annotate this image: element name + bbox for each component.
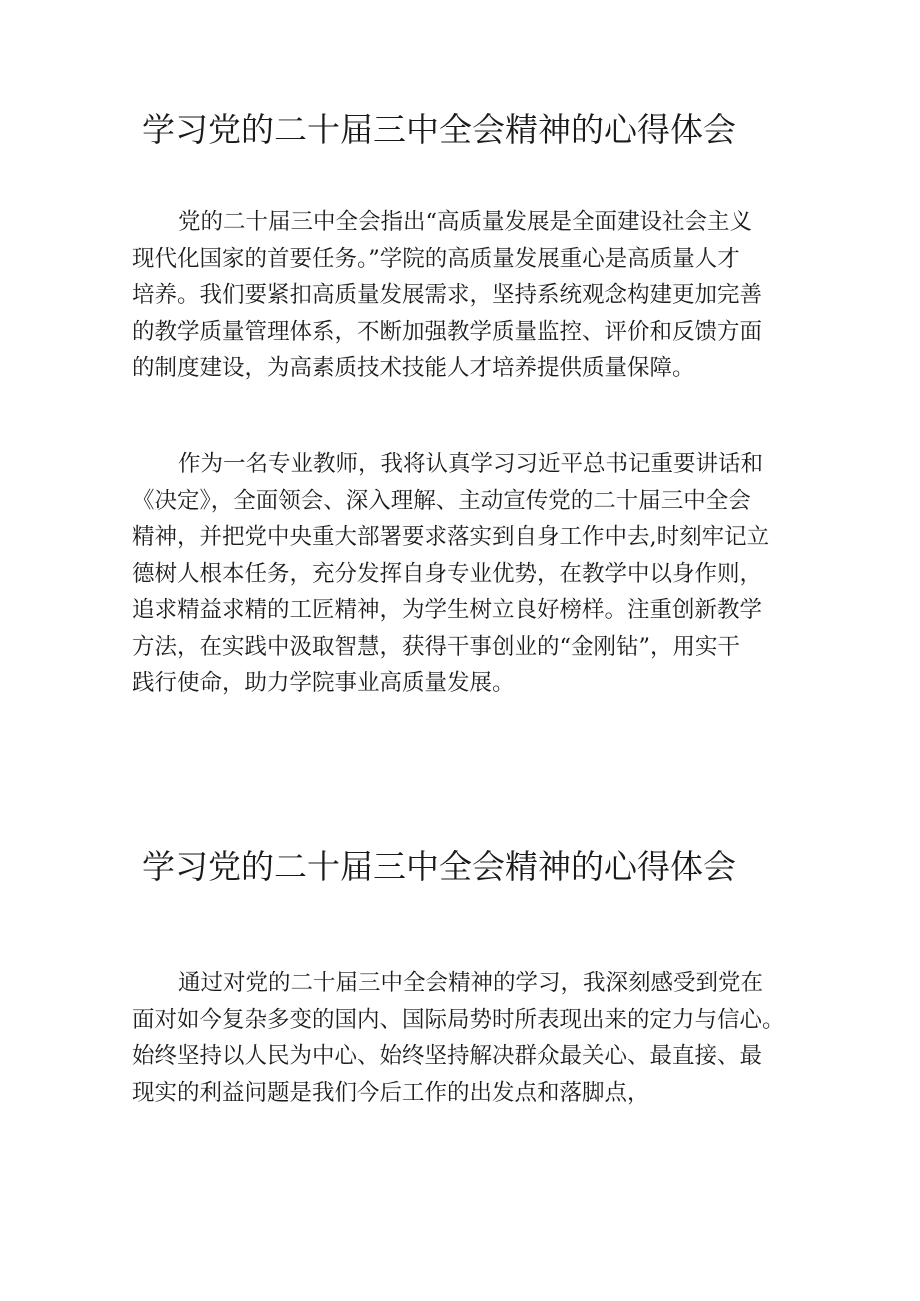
section-title: 学习党的二十届三中全会精神的心得体会 [142,110,736,149]
text-line: 面对如今复杂多变的国内、国际局势时所表现出来的定力与信心。 [132,1006,785,1033]
paragraph [132,965,785,1111]
section-title: 学习党的二十届三中全会精神的心得体会 [142,847,736,886]
text-line: 作为一名专业教师，我将认真学习习近平总书记重要讲话和 [178,451,764,477]
text-line: 《决定》，全面领会、深入理解、主动宣传党的二十届三中全会 [132,487,751,514]
text-line: 的教学质量管理体系，不断加强教学质量监控、评价和反馈方面 [132,318,763,345]
text-line: 现实的利益问题是我们今后工作的出发点和落脚点， [132,1079,650,1106]
text-line: 培养。我们要紧扣高质量发展需求，坚持系统观念构建更加完善 [132,282,763,308]
paragraph [132,204,762,387]
text-line: 始终坚持以人民为中心、始终坚持解决群众最关心、最直接、最 [132,1043,763,1069]
text-line: 践行使命，助力学院事业高质量发展。 [132,670,515,696]
text-line: 通过对党的二十届三中全会精神的学习，我深刻感受到党在 [178,970,764,996]
text-line: 党的二十届三中全会指出“高质量发展是全面建设社会主义 [178,209,753,235]
text-line: 精神，并把党中央重大部署要求落实到自身工作中去,时刻牢记立 [132,524,770,550]
text-line: 的制度建设，为高素质技术技能人才培养提供质量保障。 [132,355,695,381]
text-line: 德树人根本任务，充分发挥自身专业优势，在教学中以身作则， [132,560,763,587]
text-line: 方法，在实践中汲取智慧，获得干事创业的“金刚钻”，用实干 [132,633,741,660]
text-line: 追求精益求精的工匠精神，为学生树立良好榜样。注重创新教学 [132,597,763,623]
text-line: 现代化国家的首要任务。”学院的高质量发展重心是高质量人才 [132,245,740,272]
paragraph [132,446,769,702]
